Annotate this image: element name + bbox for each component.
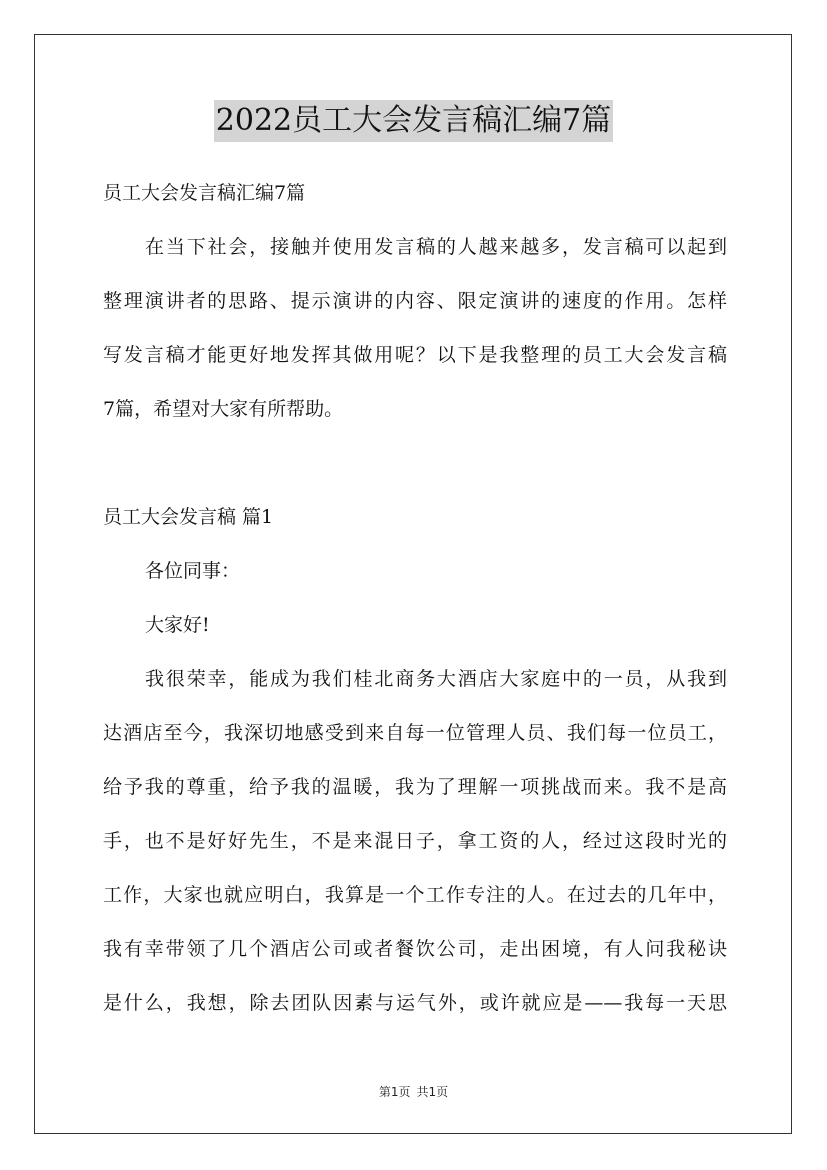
title-container (0, 100, 827, 142)
page-number-current: 第1页 (378, 1085, 411, 1099)
blank-line (103, 440, 727, 494)
page-number-total: 共1页 (416, 1085, 449, 1099)
salutation-line: 各位同事： (145, 560, 241, 582)
paragraph-line: 7篇，希望对大家有所帮助。 (103, 398, 344, 420)
paragraph-line: 是什么，我想，除去团队因素与运气外，或许就应是——我每一天思 (103, 992, 727, 1014)
paragraph-line: 我有幸带领了几个酒店公司或者餐饮公司，走出困境，有人问我秘诀 (103, 938, 727, 960)
paragraph-line: 我很荣幸，能成为我们桂北商务大酒店大家庭中的一员，从我到 (145, 668, 727, 690)
paragraph-line: 写发言稿才能更好地发挥其做用呢？以下是我整理的员工大会发言稿 (103, 344, 727, 366)
section-heading: 员工大会发言稿 篇1 (103, 506, 274, 528)
paragraph-line: 整理演讲者的思路、提示演讲的内容、限定演讲的速度的作用。怎样 (103, 290, 727, 312)
paragraph-line: 给予我的尊重，给予我的温暖，我为了理解一项挑战而来。我不是高 (103, 776, 727, 798)
page-footer (0, 1083, 827, 1100)
paragraph-line: 在当下社会，接触并使用发言稿的人越来越多，发言稿可以起到 (145, 236, 727, 258)
subtitle-line: 员工大会发言稿汇编7篇 (103, 182, 306, 204)
document-title: 2022员工大会发言稿汇编7篇 (214, 100, 613, 142)
greeting-line: 大家好! (145, 614, 210, 636)
document-body (103, 170, 727, 1034)
paragraph-line: 达酒店至今，我深切地感受到来自每一位管理人员、我们每一位员工， (103, 722, 727, 744)
paragraph-line: 手，也不是好好先生，不是来混日子，拿工资的人，经过这段时光的 (103, 830, 727, 852)
paragraph-line: 工作，大家也就应明白，我算是一个工作专注的人。在过去的几年中， (103, 884, 727, 906)
